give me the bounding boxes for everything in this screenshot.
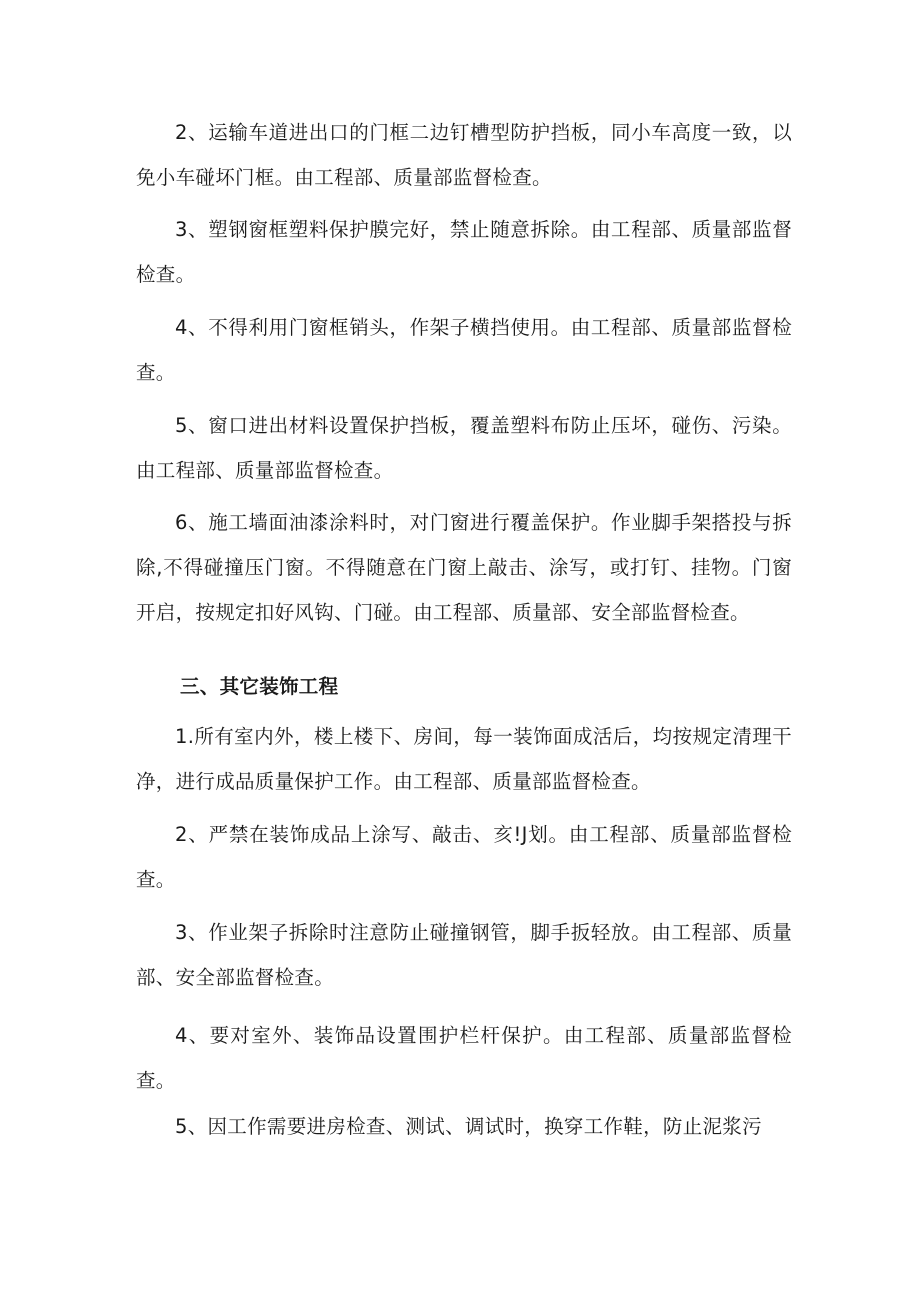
paragraph-section3-item-3: 3、作业架子拆除时注意防止碰撞钢管，脚手扳轻放。由工程部、质量部、安全部监督检查。 bbox=[136, 921, 792, 989]
section-heading: 三、其它装饰工程 bbox=[180, 675, 339, 698]
paragraph-section3-item-5: 5、因工作需要进房检查、测试、调试时，换穿工作鞋，防止泥浆污 bbox=[175, 1115, 762, 1138]
paragraph-item-2: 2、运输车道进出口的门框二边钉槽型防护挡板，同小车高度一致，以免小车碰坏门框。由工程部、质量部监督检查。 bbox=[136, 121, 792, 189]
paragraph-item-5: 5、窗口进出材料设置保护挡板，覆盖塑料布防止压坏，碰伤、污染。由工程部、质量部监督检查。 bbox=[136, 414, 792, 482]
paragraph-section3-item-4: 4、要对室外、装饰品设置围护栏杆保护。由工程部、质量部监督检查。 bbox=[136, 1024, 792, 1092]
paragraph-item-6: 6、施工墙面油漆涂料时，对门窗进行覆盖保护。作业脚手架搭投与拆除,不得碰撞压门窗。不得随意在门窗上敲击、涂写，或打钉、挂物。门窗开启，按规定扣好风钩、门碰。由工程部、质量部、安全部监督检查。 bbox=[136, 511, 792, 624]
paragraph-section3-item-2: 2、严禁在装饰成品上涂写、敲击、亥!J划。由工程部、质量部监督检查。 bbox=[136, 823, 792, 891]
paragraph-item-3: 3、塑钢窗框塑料保护膜完好，禁止随意拆除。由工程部、质量部监督检查。 bbox=[136, 218, 792, 286]
paragraph-section3-item-1: 1.所有室内外，楼上楼下、房间，每一装饰面成活后，均按规定清理干净，进行成品质量保护工作。由工程部、质量部监督检查。 bbox=[136, 725, 792, 793]
paragraph-item-4: 4、不得利用门窗框销头，作架子横挡使用。由工程部、质量部监督检查。 bbox=[136, 316, 792, 384]
